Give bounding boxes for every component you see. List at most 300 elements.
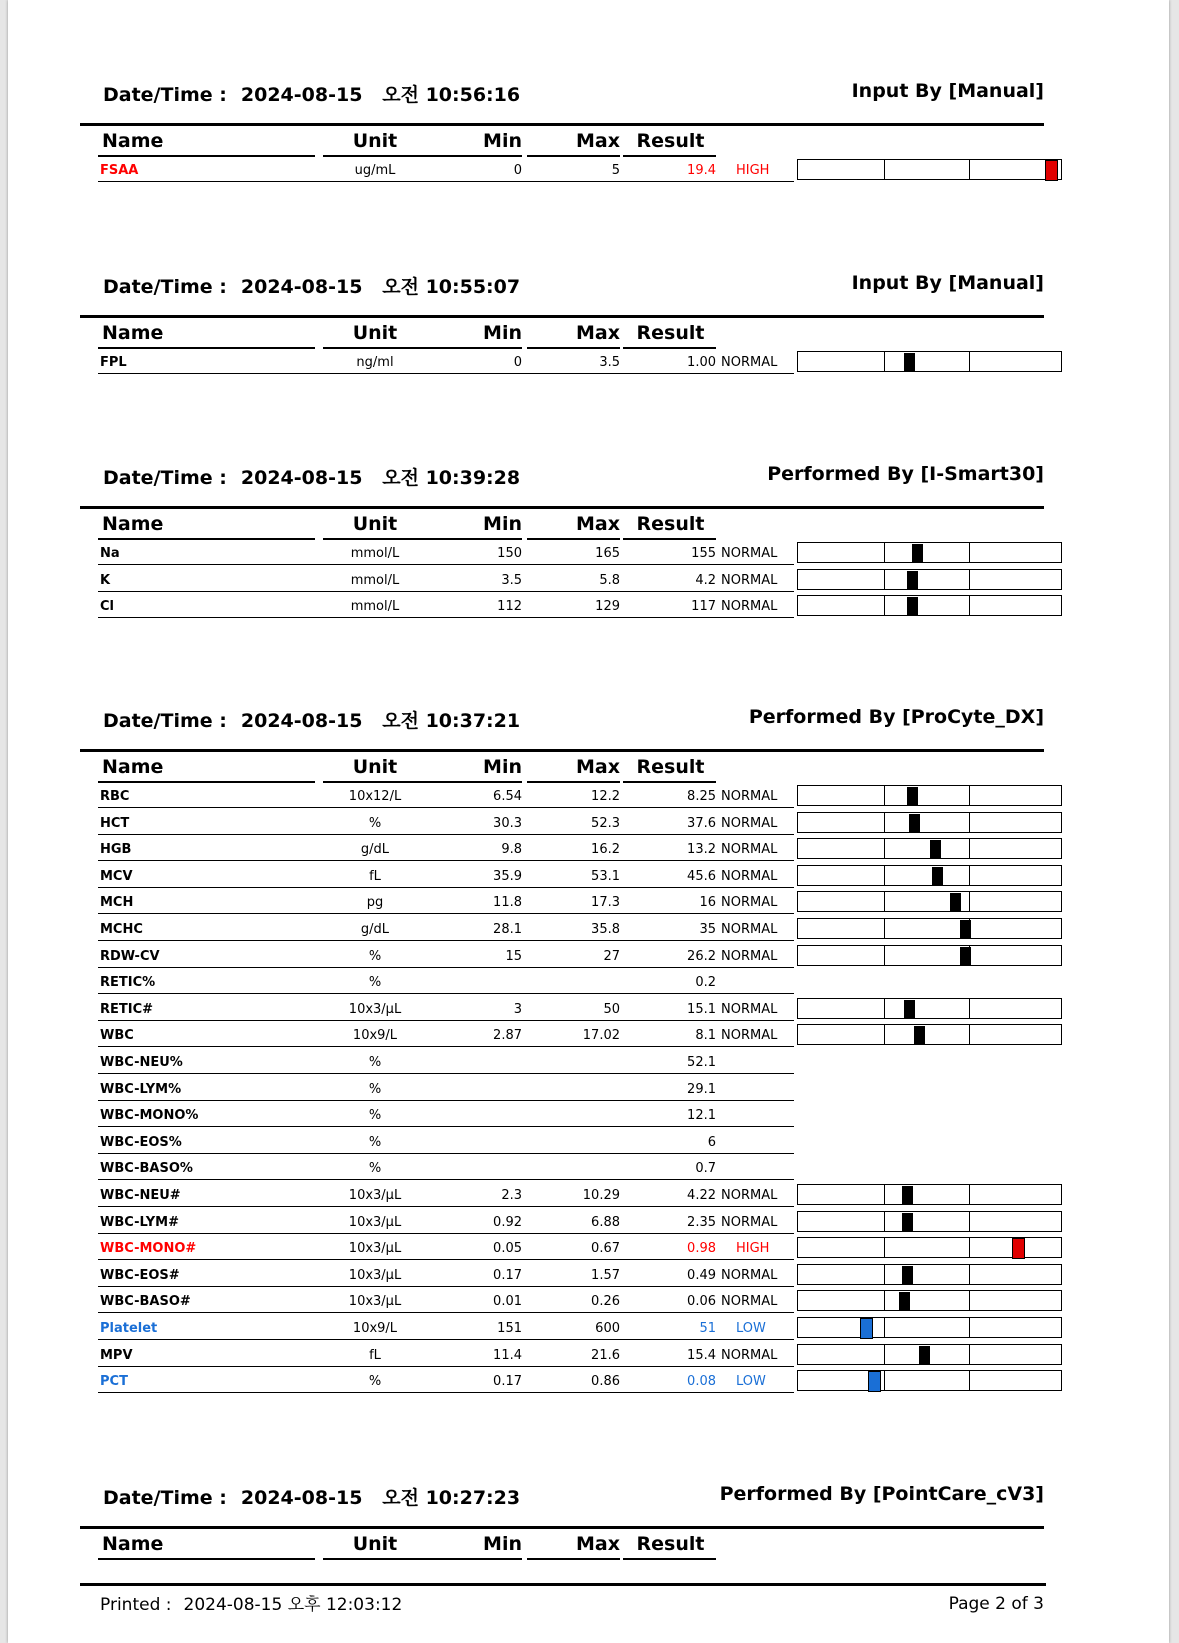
test-result: 0.7 — [695, 1161, 716, 1177]
printed-value: 2024-08-15 오후 12:03:12 — [183, 1595, 403, 1615]
column-header-underline — [623, 781, 716, 783]
range-indicator-bar — [797, 1184, 1062, 1205]
test-name: RETIC# — [100, 1001, 154, 1017]
row-underline — [98, 1259, 794, 1260]
test-name: WBC-BASO% — [100, 1161, 193, 1177]
performed-by: Input By [Manual] — [851, 272, 1044, 294]
test-flag: HIGH — [736, 163, 770, 178]
range-segment-divider — [884, 1212, 885, 1231]
test-result: 155 — [691, 546, 716, 561]
datetime-label: Date/Time : — [103, 710, 227, 732]
row-underline — [98, 1233, 794, 1234]
test-flag: NORMAL — [721, 572, 778, 588]
range-marker — [907, 571, 918, 590]
test-unit: % — [368, 815, 382, 831]
row-underline — [98, 807, 794, 808]
test-max: 5.8 — [599, 572, 620, 588]
test-max: 3.5 — [599, 355, 620, 370]
range-segment-divider — [884, 1025, 885, 1044]
test-max: 6.88 — [591, 1214, 620, 1230]
test-min: 0.05 — [493, 1241, 522, 1257]
test-min: 2.87 — [493, 1028, 522, 1044]
row-underline — [98, 591, 794, 592]
column-header-unit: Unit — [352, 322, 398, 344]
test-unit: 10x12/L — [348, 789, 402, 804]
test-name: WBC-MONO% — [100, 1108, 199, 1124]
column-header-name: Name — [102, 130, 164, 152]
test-unit: % — [368, 1161, 382, 1177]
range-marker — [960, 920, 971, 939]
column-header-underline — [427, 347, 522, 349]
test-result: 6 — [707, 1134, 716, 1150]
test-name: RBC — [100, 789, 130, 804]
column-header-underline — [98, 155, 315, 157]
column-header-underline — [98, 347, 315, 349]
test-unit: ug/mL — [354, 163, 396, 178]
section-divider — [80, 123, 1044, 126]
range-segment-divider — [884, 1371, 885, 1390]
range-indicator-bar — [797, 998, 1062, 1019]
test-max: 50 — [603, 1001, 620, 1017]
column-header-underline — [527, 781, 620, 783]
range-segment-divider — [884, 999, 885, 1018]
range-indicator-bar — [797, 838, 1062, 859]
section-datetime — [103, 463, 520, 490]
test-unit: mmol/L — [350, 599, 400, 615]
test-result: 2.35 — [687, 1214, 716, 1230]
row-underline — [98, 913, 794, 914]
range-segment-divider — [969, 999, 970, 1018]
column-header-name: Name — [102, 322, 164, 344]
row-underline — [98, 860, 794, 861]
test-flag: NORMAL — [721, 1188, 778, 1203]
range-segment-divider — [884, 1318, 885, 1337]
column-header-min: Min — [483, 756, 522, 778]
test-min: 15 — [505, 948, 522, 964]
datetime-value: 2024-08-15 오전 10:37:21 — [240, 710, 521, 732]
test-flag: LOW — [736, 1321, 766, 1336]
range-segment-divider — [884, 1238, 885, 1257]
test-result: 8.25 — [687, 789, 716, 804]
row-underline — [98, 1366, 794, 1367]
test-min: 3.5 — [501, 572, 522, 588]
test-result: 0.2 — [695, 975, 716, 991]
test-result: 4.2 — [695, 572, 716, 588]
test-max: 0.86 — [591, 1374, 620, 1390]
column-header-underline — [623, 538, 716, 540]
section-datetime — [103, 1483, 520, 1510]
range-indicator-bar — [797, 595, 1062, 616]
footer-divider — [80, 1583, 1046, 1586]
range-segment-divider — [969, 160, 970, 179]
section-datetime — [103, 272, 520, 299]
test-result: 1.00 — [687, 355, 716, 370]
range-marker — [869, 1372, 880, 1391]
test-name: WBC-EOS# — [100, 1267, 180, 1283]
test-min: 150 — [497, 546, 522, 561]
test-result: 52.1 — [687, 1055, 716, 1070]
datetime-value: 2024-08-15 오전 10:27:23 — [240, 1487, 521, 1509]
test-name: Platelet — [100, 1321, 158, 1336]
range-marker — [919, 1346, 930, 1365]
range-segment-divider — [969, 1371, 970, 1390]
test-max: 35.8 — [591, 922, 620, 937]
test-name: FPL — [100, 355, 127, 370]
test-name: MPV — [100, 1347, 133, 1363]
printed-timestamp — [100, 1590, 402, 1615]
page-number: Page 2 of 3 — [948, 1594, 1044, 1614]
range-segment-divider — [969, 866, 970, 885]
row-underline — [98, 1046, 794, 1047]
range-marker — [930, 840, 941, 859]
range-segment-divider — [884, 1185, 885, 1204]
row-underline — [98, 1126, 794, 1127]
range-segment-divider — [884, 866, 885, 885]
range-segment-divider — [884, 813, 885, 832]
section-datetime — [103, 80, 520, 107]
test-min: 112 — [497, 599, 522, 615]
column-header-unit: Unit — [352, 513, 398, 535]
test-min: 151 — [497, 1321, 522, 1336]
test-name: MCV — [100, 868, 133, 884]
range-segment-divider — [884, 839, 885, 858]
test-max: 12.2 — [591, 789, 620, 804]
test-unit: mmol/L — [350, 572, 400, 588]
test-flag: NORMAL — [721, 1267, 778, 1283]
row-underline — [98, 993, 794, 994]
column-header-max: Max — [576, 1533, 620, 1555]
datetime-value: 2024-08-15 오전 10:55:07 — [240, 276, 521, 298]
test-unit: g/dL — [360, 842, 390, 858]
test-name: WBC-LYM# — [100, 1214, 179, 1230]
range-segment-divider — [969, 813, 970, 832]
test-min: 11.8 — [493, 895, 522, 911]
column-header-unit: Unit — [352, 1533, 398, 1555]
datetime-label: Date/Time : — [103, 467, 227, 489]
datetime-label: Date/Time : — [103, 1487, 227, 1509]
range-indicator-bar — [797, 159, 1062, 180]
test-flag: NORMAL — [721, 895, 778, 911]
test-name: MCH — [100, 895, 134, 911]
column-header-underline — [98, 781, 315, 783]
test-name: WBC-BASO# — [100, 1294, 191, 1310]
test-unit: 10x9/L — [352, 1028, 398, 1044]
range-segment-divider — [969, 596, 970, 615]
test-unit: % — [368, 975, 382, 991]
test-name: HCT — [100, 815, 130, 831]
column-header-result: Result — [636, 322, 705, 344]
test-name: Cl — [100, 599, 114, 615]
test-result: 12.1 — [687, 1108, 716, 1124]
range-marker — [907, 597, 918, 616]
section-datetime — [103, 706, 520, 733]
range-segment-divider — [969, 892, 970, 911]
test-unit: fL — [369, 868, 381, 884]
range-marker — [1013, 1239, 1024, 1258]
section-divider — [80, 749, 1044, 752]
range-marker — [904, 353, 915, 372]
test-name: MCHC — [100, 922, 143, 937]
test-flag: NORMAL — [721, 355, 778, 370]
test-max: 16.2 — [591, 842, 620, 858]
test-flag: NORMAL — [721, 546, 778, 561]
column-header-underline — [527, 538, 620, 540]
column-header-result: Result — [636, 513, 705, 535]
range-segment-divider — [969, 570, 970, 589]
range-indicator-bar — [797, 1290, 1062, 1311]
test-name: WBC-LYM% — [100, 1081, 182, 1097]
test-result: 35 — [699, 922, 716, 937]
test-name: WBC — [100, 1028, 134, 1044]
range-segment-divider — [884, 570, 885, 589]
range-segment-divider — [884, 543, 885, 562]
test-min: 3 — [513, 1001, 522, 1017]
row-underline — [98, 1392, 794, 1393]
test-name: RDW-CV — [100, 948, 160, 964]
column-header-underline — [323, 155, 427, 157]
test-unit: % — [368, 1108, 382, 1124]
test-min: 28.1 — [493, 922, 522, 937]
report-page — [8, 0, 1169, 1643]
range-indicator-bar — [797, 945, 1062, 966]
row-underline — [98, 1073, 794, 1074]
range-marker — [902, 1213, 913, 1232]
test-result: 0.98 — [687, 1241, 716, 1257]
test-max: 5 — [611, 163, 620, 178]
row-underline — [98, 1100, 794, 1101]
row-underline — [98, 373, 794, 374]
range-segment-divider — [969, 1212, 970, 1231]
range-marker — [899, 1292, 910, 1311]
range-marker — [932, 867, 943, 886]
column-header-min: Min — [483, 322, 522, 344]
column-header-underline — [527, 347, 620, 349]
column-header-underline — [323, 1558, 427, 1560]
range-indicator-bar — [797, 569, 1062, 590]
test-result: 4.22 — [687, 1188, 716, 1203]
test-result: 51 — [699, 1321, 716, 1336]
test-result: 0.49 — [687, 1267, 716, 1283]
range-segment-divider — [884, 919, 885, 938]
test-min: 30.3 — [493, 815, 522, 831]
column-header-underline — [323, 538, 427, 540]
range-indicator-bar — [797, 918, 1062, 939]
test-flag: NORMAL — [721, 789, 778, 804]
range-marker — [904, 1000, 915, 1019]
range-segment-divider — [884, 946, 885, 965]
test-unit: g/dL — [360, 922, 390, 937]
test-flag: NORMAL — [721, 1347, 778, 1363]
test-unit: pg — [366, 895, 384, 911]
range-segment-divider — [884, 1291, 885, 1310]
column-header-name: Name — [102, 1533, 164, 1555]
performed-by: Input By [Manual] — [851, 80, 1044, 102]
range-indicator-bar — [797, 1344, 1062, 1365]
range-indicator-bar — [797, 542, 1062, 563]
row-underline — [98, 967, 794, 968]
column-header-underline — [98, 538, 315, 540]
test-name: PCT — [100, 1374, 128, 1390]
test-unit: % — [368, 1081, 382, 1097]
column-header-underline — [527, 155, 620, 157]
column-header-underline — [623, 155, 716, 157]
performed-by: Performed By [ProCyte_DX] — [748, 706, 1044, 728]
range-segment-divider — [969, 1185, 970, 1204]
range-segment-divider — [884, 1345, 885, 1364]
test-name: WBC-NEU# — [100, 1188, 181, 1203]
test-name: K — [100, 572, 111, 588]
column-header-underline — [623, 347, 716, 349]
test-flag: NORMAL — [721, 842, 778, 858]
column-header-underline — [323, 781, 427, 783]
test-unit: 10x3/μL — [348, 1241, 402, 1257]
test-name: HGB — [100, 842, 132, 858]
test-result: 29.1 — [687, 1081, 716, 1097]
column-header-max: Max — [576, 130, 620, 152]
range-segment-divider — [969, 543, 970, 562]
test-max: 53.1 — [591, 868, 620, 884]
test-unit: 10x3/μL — [348, 1267, 402, 1283]
test-min: 0.01 — [493, 1294, 522, 1310]
range-marker — [902, 1266, 913, 1285]
test-min: 35.9 — [493, 868, 522, 884]
test-name: Na — [100, 546, 120, 561]
test-result: 15.4 — [687, 1347, 716, 1363]
row-underline — [98, 1020, 794, 1021]
test-unit: % — [368, 1374, 382, 1390]
test-flag: NORMAL — [721, 1214, 778, 1230]
test-min: 6.54 — [493, 789, 522, 804]
column-header-result: Result — [636, 1533, 705, 1555]
range-segment-divider — [969, 1238, 970, 1257]
test-min: 9.8 — [501, 842, 522, 858]
test-unit: % — [368, 1134, 382, 1150]
column-header-max: Max — [576, 513, 620, 535]
test-unit: ng/ml — [356, 355, 394, 370]
column-header-max: Max — [576, 756, 620, 778]
column-header-name: Name — [102, 756, 164, 778]
column-header-min: Min — [483, 513, 522, 535]
test-flag: NORMAL — [721, 922, 778, 937]
test-unit: % — [368, 1055, 382, 1070]
range-marker — [1046, 161, 1057, 180]
test-result: 26.2 — [687, 948, 716, 964]
range-segment-divider — [884, 352, 885, 371]
section-divider — [80, 315, 1044, 318]
row-underline — [98, 1312, 794, 1313]
column-header-underline — [323, 347, 427, 349]
test-min: 0 — [513, 355, 522, 370]
test-result: 45.6 — [687, 868, 716, 884]
row-underline — [98, 1339, 794, 1340]
test-flag: NORMAL — [721, 1294, 778, 1310]
test-max: 17.3 — [591, 895, 620, 911]
range-indicator-bar — [797, 785, 1062, 806]
column-header-max: Max — [576, 322, 620, 344]
datetime-value: 2024-08-15 오전 10:39:28 — [240, 467, 521, 489]
test-flag: NORMAL — [721, 599, 778, 615]
range-marker — [861, 1319, 872, 1338]
range-indicator-bar — [797, 1237, 1062, 1258]
range-marker — [960, 947, 971, 966]
test-max: 52.3 — [591, 815, 620, 831]
test-unit: 10x3/μL — [348, 1214, 402, 1230]
test-min: 2.3 — [501, 1188, 522, 1203]
row-underline — [98, 564, 794, 565]
range-segment-divider — [969, 839, 970, 858]
row-underline — [98, 617, 794, 618]
test-max: 0.26 — [591, 1294, 620, 1310]
test-result: 37.6 — [687, 815, 716, 831]
column-header-unit: Unit — [352, 756, 398, 778]
range-indicator-bar — [797, 1370, 1062, 1391]
test-unit: mmol/L — [350, 546, 400, 561]
test-result: 0.06 — [687, 1294, 716, 1310]
range-marker — [902, 1186, 913, 1205]
range-indicator-bar — [797, 1264, 1062, 1285]
test-name: WBC-NEU% — [100, 1055, 183, 1070]
test-max: 0.67 — [591, 1241, 620, 1257]
test-max: 10.29 — [582, 1188, 620, 1203]
row-underline — [98, 887, 794, 888]
performed-by: Performed By [I-Smart30] — [767, 463, 1044, 485]
test-min: 0.17 — [493, 1374, 522, 1390]
row-underline — [98, 181, 794, 182]
range-segment-divider — [969, 1291, 970, 1310]
range-indicator-bar — [797, 891, 1062, 912]
range-indicator-bar — [797, 1317, 1062, 1338]
column-header-underline — [527, 1558, 620, 1560]
test-result: 19.4 — [687, 163, 716, 178]
datetime-label: Date/Time : — [103, 276, 227, 298]
range-segment-divider — [969, 1345, 970, 1364]
range-segment-divider — [884, 596, 885, 615]
test-min: 0 — [513, 163, 522, 178]
test-flag: NORMAL — [721, 868, 778, 884]
row-underline — [98, 834, 794, 835]
test-max: 21.6 — [591, 1347, 620, 1363]
test-result: 8.1 — [695, 1028, 716, 1044]
test-unit: 10x3/μL — [348, 1294, 402, 1310]
range-indicator-bar — [797, 865, 1062, 886]
range-marker — [914, 1026, 925, 1045]
test-max: 600 — [595, 1321, 620, 1336]
test-min: 11.4 — [493, 1347, 522, 1363]
column-header-name: Name — [102, 513, 164, 535]
range-indicator-bar — [797, 351, 1062, 372]
range-indicator-bar — [797, 1024, 1062, 1045]
test-max: 1.57 — [591, 1267, 620, 1283]
test-unit: 10x9/L — [352, 1321, 398, 1336]
row-underline — [98, 940, 794, 941]
column-header-underline — [427, 538, 522, 540]
range-marker — [912, 544, 923, 563]
range-marker — [907, 787, 918, 806]
column-header-min: Min — [483, 1533, 522, 1555]
range-segment-divider — [969, 1265, 970, 1284]
test-flag: LOW — [736, 1374, 766, 1390]
test-result: 13.2 — [687, 842, 716, 858]
test-result: 16 — [699, 895, 716, 911]
test-unit: fL — [369, 1347, 381, 1363]
range-segment-divider — [969, 352, 970, 371]
test-unit: % — [368, 948, 382, 964]
printed-label: Printed : — [100, 1595, 172, 1615]
range-indicator-bar — [797, 812, 1062, 833]
range-marker — [950, 893, 961, 912]
column-header-underline — [98, 1558, 315, 1560]
test-max: 27 — [603, 948, 620, 964]
